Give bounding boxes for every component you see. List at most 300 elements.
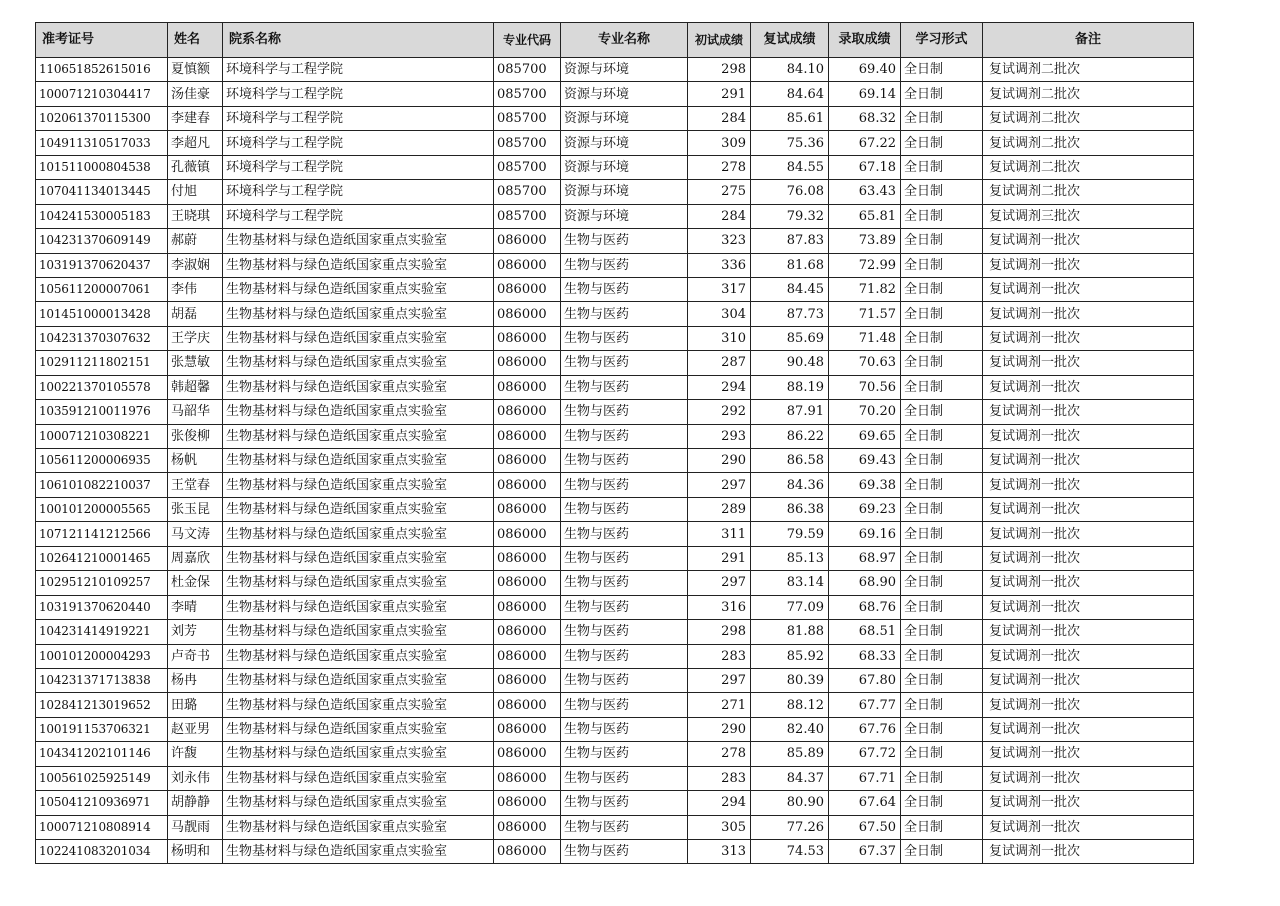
cell-name: 胡静静 [168, 791, 223, 815]
cell-department: 生物基材料与绿色造纸国家重点实验室 [223, 253, 494, 277]
cell-admission-score: 68.51 [829, 620, 901, 644]
cell-retest-score: 82.40 [751, 717, 829, 741]
cell-study-mode: 全日制 [901, 742, 983, 766]
cell-admission-score: 67.72 [829, 742, 901, 766]
cell-major-name: 生物与医药 [561, 229, 688, 253]
cell-admission-score: 69.43 [829, 449, 901, 473]
cell-study-mode: 全日制 [901, 253, 983, 277]
table-row [36, 668, 1194, 692]
cell-admission-score: 71.57 [829, 302, 901, 326]
cell-name: 卢奇书 [168, 644, 223, 668]
cell-remarks: 复试调剂二批次 [983, 155, 1194, 179]
cell-study-mode: 全日制 [901, 595, 983, 619]
table-row [36, 106, 1194, 130]
cell-remarks: 复试调剂二批次 [983, 106, 1194, 130]
cell-initial-score: 336 [688, 253, 751, 277]
cell-study-mode: 全日制 [901, 400, 983, 424]
cell-name: 王学庆 [168, 326, 223, 350]
cell-exam-id: 100191153706321 [36, 717, 168, 741]
cell-initial-score: 297 [688, 668, 751, 692]
cell-initial-score: 294 [688, 791, 751, 815]
cell-study-mode: 全日制 [901, 277, 983, 301]
cell-department: 生物基材料与绿色造纸国家重点实验室 [223, 449, 494, 473]
cell-exam-id: 105041210936971 [36, 791, 168, 815]
header-remarks: 备注 [983, 23, 1194, 58]
cell-study-mode: 全日制 [901, 375, 983, 399]
cell-initial-score: 283 [688, 644, 751, 668]
cell-name: 孔薇镇 [168, 155, 223, 179]
cell-study-mode: 全日制 [901, 82, 983, 106]
cell-exam-id: 104231370609149 [36, 229, 168, 253]
cell-admission-score: 72.99 [829, 253, 901, 277]
cell-name: 王堂春 [168, 473, 223, 497]
cell-study-mode: 全日制 [901, 693, 983, 717]
cell-department: 生物基材料与绿色造纸国家重点实验室 [223, 277, 494, 301]
cell-initial-score: 283 [688, 766, 751, 790]
cell-admission-score: 67.50 [829, 815, 901, 839]
cell-major-name: 资源与环境 [561, 58, 688, 82]
cell-admission-score: 67.64 [829, 791, 901, 815]
table-row [36, 546, 1194, 570]
cell-study-mode: 全日制 [901, 571, 983, 595]
cell-remarks: 复试调剂一批次 [983, 375, 1194, 399]
table-row [36, 791, 1194, 815]
cell-exam-id: 102951210109257 [36, 571, 168, 595]
cell-remarks: 复试调剂一批次 [983, 717, 1194, 741]
cell-major-name: 生物与医药 [561, 277, 688, 301]
cell-initial-score: 289 [688, 497, 751, 521]
cell-initial-score: 278 [688, 155, 751, 179]
cell-name: 杜金保 [168, 571, 223, 595]
cell-initial-score: 323 [688, 229, 751, 253]
cell-study-mode: 全日制 [901, 620, 983, 644]
cell-admission-score: 67.80 [829, 668, 901, 692]
cell-major-code: 086000 [494, 815, 561, 839]
cell-admission-score: 70.56 [829, 375, 901, 399]
cell-initial-score: 297 [688, 473, 751, 497]
cell-major-code: 085700 [494, 204, 561, 228]
cell-study-mode: 全日制 [901, 766, 983, 790]
cell-exam-id: 102641210001465 [36, 546, 168, 570]
cell-department: 生物基材料与绿色造纸国家重点实验室 [223, 668, 494, 692]
cell-initial-score: 309 [688, 131, 751, 155]
cell-study-mode: 全日制 [901, 449, 983, 473]
cell-study-mode: 全日制 [901, 791, 983, 815]
cell-major-name: 生物与医药 [561, 375, 688, 399]
cell-department: 环境科学与工程学院 [223, 180, 494, 204]
cell-study-mode: 全日制 [901, 180, 983, 204]
cell-study-mode: 全日制 [901, 717, 983, 741]
cell-major-name: 生物与医药 [561, 351, 688, 375]
table-row [36, 717, 1194, 741]
cell-admission-score: 69.65 [829, 424, 901, 448]
cell-department: 环境科学与工程学院 [223, 82, 494, 106]
cell-exam-id: 100221370105578 [36, 375, 168, 399]
cell-remarks: 复试调剂二批次 [983, 82, 1194, 106]
cell-major-name: 生物与医药 [561, 546, 688, 570]
table-row [36, 693, 1194, 717]
cell-initial-score: 298 [688, 620, 751, 644]
cell-major-code: 086000 [494, 742, 561, 766]
table-row [36, 473, 1194, 497]
cell-department: 生物基材料与绿色造纸国家重点实验室 [223, 571, 494, 595]
cell-study-mode: 全日制 [901, 424, 983, 448]
cell-admission-score: 65.81 [829, 204, 901, 228]
cell-major-name: 生物与医药 [561, 693, 688, 717]
cell-retest-score: 88.12 [751, 693, 829, 717]
cell-initial-score: 287 [688, 351, 751, 375]
cell-remarks: 复试调剂一批次 [983, 595, 1194, 619]
cell-department: 生物基材料与绿色造纸国家重点实验室 [223, 840, 494, 864]
cell-admission-score: 70.20 [829, 400, 901, 424]
cell-admission-score: 67.76 [829, 717, 901, 741]
cell-major-name: 生物与医药 [561, 400, 688, 424]
cell-exam-id: 100071210304417 [36, 82, 168, 106]
header-name: 姓名 [168, 23, 223, 58]
cell-retest-score: 75.36 [751, 131, 829, 155]
cell-retest-score: 85.61 [751, 106, 829, 130]
cell-study-mode: 全日制 [901, 668, 983, 692]
cell-name: 王晓琪 [168, 204, 223, 228]
cell-major-name: 生物与医药 [561, 302, 688, 326]
cell-study-mode: 全日制 [901, 204, 983, 228]
cell-initial-score: 298 [688, 58, 751, 82]
header-initial-score: 初试成绩 [688, 23, 751, 58]
cell-exam-id: 104231370307632 [36, 326, 168, 350]
cell-department: 环境科学与工程学院 [223, 58, 494, 82]
cell-exam-id: 100101200005565 [36, 497, 168, 521]
cell-exam-id: 100071210808914 [36, 815, 168, 839]
cell-major-name: 生物与医药 [561, 424, 688, 448]
cell-name: 许馥 [168, 742, 223, 766]
cell-admission-score: 67.37 [829, 840, 901, 864]
table-row [36, 229, 1194, 253]
cell-remarks: 复试调剂二批次 [983, 58, 1194, 82]
cell-major-name: 生物与医药 [561, 449, 688, 473]
cell-retest-score: 85.92 [751, 644, 829, 668]
cell-major-code: 086000 [494, 400, 561, 424]
cell-remarks: 复试调剂一批次 [983, 546, 1194, 570]
cell-department: 生物基材料与绿色造纸国家重点实验室 [223, 302, 494, 326]
cell-major-name: 资源与环境 [561, 106, 688, 130]
cell-remarks: 复试调剂一批次 [983, 497, 1194, 521]
cell-study-mode: 全日制 [901, 106, 983, 130]
cell-major-code: 086000 [494, 351, 561, 375]
cell-major-code: 085700 [494, 58, 561, 82]
cell-major-code: 085700 [494, 82, 561, 106]
table-row [36, 180, 1194, 204]
table-row [36, 571, 1194, 595]
cell-major-code: 086000 [494, 644, 561, 668]
table-header-row [36, 23, 1194, 58]
cell-name: 周嘉欣 [168, 546, 223, 570]
cell-exam-id: 103591210011976 [36, 400, 168, 424]
cell-name: 李伟 [168, 277, 223, 301]
cell-admission-score: 70.63 [829, 351, 901, 375]
cell-study-mode: 全日制 [901, 815, 983, 839]
cell-department: 生物基材料与绿色造纸国家重点实验室 [223, 815, 494, 839]
cell-major-name: 生物与医药 [561, 815, 688, 839]
table-body [36, 58, 1194, 864]
cell-initial-score: 304 [688, 302, 751, 326]
cell-retest-score: 86.38 [751, 497, 829, 521]
cell-retest-score: 81.68 [751, 253, 829, 277]
cell-department: 生物基材料与绿色造纸国家重点实验室 [223, 595, 494, 619]
cell-exam-id: 102241083201034 [36, 840, 168, 864]
table-row [36, 766, 1194, 790]
cell-study-mode: 全日制 [901, 302, 983, 326]
header-major-code: 专业代码 [494, 23, 561, 58]
cell-admission-score: 69.14 [829, 82, 901, 106]
cell-retest-score: 80.90 [751, 791, 829, 815]
cell-major-code: 086000 [494, 497, 561, 521]
cell-remarks: 复试调剂一批次 [983, 791, 1194, 815]
cell-admission-score: 67.18 [829, 155, 901, 179]
cell-department: 环境科学与工程学院 [223, 155, 494, 179]
cell-admission-score: 69.40 [829, 58, 901, 82]
cell-major-name: 生物与医药 [561, 522, 688, 546]
cell-remarks: 复试调剂二批次 [983, 180, 1194, 204]
cell-remarks: 复试调剂一批次 [983, 840, 1194, 864]
cell-initial-score: 290 [688, 717, 751, 741]
header-retest-score: 复试成绩 [751, 23, 829, 58]
cell-retest-score: 85.69 [751, 326, 829, 350]
cell-exam-id: 106101082210037 [36, 473, 168, 497]
cell-remarks: 复试调剂一批次 [983, 277, 1194, 301]
table-row [36, 840, 1194, 864]
cell-major-name: 生物与医药 [561, 620, 688, 644]
cell-exam-id: 100561025925149 [36, 766, 168, 790]
cell-exam-id: 104241530005183 [36, 204, 168, 228]
table-row [36, 58, 1194, 82]
admission-table [35, 22, 1194, 864]
cell-admission-score: 71.48 [829, 326, 901, 350]
cell-exam-id: 107121141212566 [36, 522, 168, 546]
cell-remarks: 复试调剂一批次 [983, 620, 1194, 644]
table-row [36, 522, 1194, 546]
cell-exam-id: 103191370620437 [36, 253, 168, 277]
cell-initial-score: 305 [688, 815, 751, 839]
cell-department: 环境科学与工程学院 [223, 106, 494, 130]
cell-remarks: 复试调剂一批次 [983, 522, 1194, 546]
cell-major-name: 生物与医药 [561, 742, 688, 766]
cell-remarks: 复试调剂一批次 [983, 668, 1194, 692]
cell-initial-score: 311 [688, 522, 751, 546]
cell-exam-id: 102061370115300 [36, 106, 168, 130]
cell-exam-id: 104911310517033 [36, 131, 168, 155]
cell-major-code: 086000 [494, 668, 561, 692]
cell-name: 田璐 [168, 693, 223, 717]
cell-name: 刘永伟 [168, 766, 223, 790]
table-row [36, 424, 1194, 448]
cell-name: 汤佳豪 [168, 82, 223, 106]
cell-admission-score: 68.32 [829, 106, 901, 130]
cell-department: 生物基材料与绿色造纸国家重点实验室 [223, 717, 494, 741]
cell-major-name: 资源与环境 [561, 131, 688, 155]
cell-major-code: 086000 [494, 326, 561, 350]
cell-initial-score: 297 [688, 571, 751, 595]
cell-major-name: 生物与医药 [561, 326, 688, 350]
cell-remarks: 复试调剂一批次 [983, 400, 1194, 424]
cell-name: 韩超馨 [168, 375, 223, 399]
cell-remarks: 复试调剂一批次 [983, 815, 1194, 839]
cell-initial-score: 271 [688, 693, 751, 717]
cell-major-name: 资源与环境 [561, 180, 688, 204]
cell-retest-score: 84.36 [751, 473, 829, 497]
cell-initial-score: 294 [688, 375, 751, 399]
table-row [36, 620, 1194, 644]
cell-major-code: 086000 [494, 595, 561, 619]
table-row [36, 595, 1194, 619]
cell-retest-score: 84.45 [751, 277, 829, 301]
cell-retest-score: 76.08 [751, 180, 829, 204]
cell-retest-score: 77.26 [751, 815, 829, 839]
cell-name: 郝蔚 [168, 229, 223, 253]
cell-remarks: 复试调剂三批次 [983, 204, 1194, 228]
cell-major-name: 资源与环境 [561, 204, 688, 228]
cell-major-code: 086000 [494, 449, 561, 473]
cell-major-code: 086000 [494, 546, 561, 570]
cell-department: 生物基材料与绿色造纸国家重点实验室 [223, 473, 494, 497]
cell-remarks: 复试调剂一批次 [983, 693, 1194, 717]
cell-department: 环境科学与工程学院 [223, 204, 494, 228]
cell-retest-score: 85.13 [751, 546, 829, 570]
table-row [36, 400, 1194, 424]
cell-admission-score: 67.71 [829, 766, 901, 790]
cell-name: 张玉昆 [168, 497, 223, 521]
cell-major-code: 086000 [494, 229, 561, 253]
cell-study-mode: 全日制 [901, 546, 983, 570]
cell-name: 马韶华 [168, 400, 223, 424]
cell-exam-id: 102841213019652 [36, 693, 168, 717]
cell-department: 环境科学与工程学院 [223, 131, 494, 155]
cell-retest-score: 81.88 [751, 620, 829, 644]
cell-retest-score: 84.10 [751, 58, 829, 82]
cell-major-name: 生物与医药 [561, 497, 688, 521]
cell-major-name: 生物与医药 [561, 253, 688, 277]
cell-major-name: 生物与医药 [561, 766, 688, 790]
cell-study-mode: 全日制 [901, 229, 983, 253]
cell-admission-score: 63.43 [829, 180, 901, 204]
cell-major-code: 086000 [494, 717, 561, 741]
cell-exam-id: 110651852615016 [36, 58, 168, 82]
cell-major-code: 086000 [494, 571, 561, 595]
cell-name: 杨帆 [168, 449, 223, 473]
cell-admission-score: 69.38 [829, 473, 901, 497]
cell-major-code: 086000 [494, 620, 561, 644]
cell-major-code: 086000 [494, 375, 561, 399]
cell-initial-score: 291 [688, 82, 751, 106]
cell-remarks: 复试调剂一批次 [983, 253, 1194, 277]
cell-remarks: 复试调剂一批次 [983, 302, 1194, 326]
cell-exam-id: 104341202101146 [36, 742, 168, 766]
cell-department: 生物基材料与绿色造纸国家重点实验室 [223, 620, 494, 644]
cell-retest-score: 87.91 [751, 400, 829, 424]
cell-name: 李建春 [168, 106, 223, 130]
cell-exam-id: 105611200007061 [36, 277, 168, 301]
cell-department: 生物基材料与绿色造纸国家重点实验室 [223, 400, 494, 424]
cell-exam-id: 105611200006935 [36, 449, 168, 473]
cell-admission-score: 68.33 [829, 644, 901, 668]
header-study-mode: 学习形式 [901, 23, 983, 58]
cell-retest-score: 85.89 [751, 742, 829, 766]
cell-exam-id: 101511000804538 [36, 155, 168, 179]
cell-admission-score: 67.22 [829, 131, 901, 155]
cell-remarks: 复试调剂一批次 [983, 424, 1194, 448]
cell-retest-score: 79.59 [751, 522, 829, 546]
cell-retest-score: 83.14 [751, 571, 829, 595]
cell-name: 马靓雨 [168, 815, 223, 839]
cell-name: 杨明和 [168, 840, 223, 864]
cell-remarks: 复试调剂一批次 [983, 449, 1194, 473]
cell-major-code: 086000 [494, 277, 561, 301]
cell-remarks: 复试调剂二批次 [983, 131, 1194, 155]
cell-name: 李淑娴 [168, 253, 223, 277]
cell-exam-id: 102911211802151 [36, 351, 168, 375]
cell-admission-score: 68.76 [829, 595, 901, 619]
cell-retest-score: 84.55 [751, 155, 829, 179]
cell-name: 刘芳 [168, 620, 223, 644]
cell-retest-score: 79.32 [751, 204, 829, 228]
cell-major-code: 086000 [494, 253, 561, 277]
cell-exam-id: 104231414919221 [36, 620, 168, 644]
table-row [36, 82, 1194, 106]
cell-major-name: 生物与医药 [561, 717, 688, 741]
table-row [36, 375, 1194, 399]
table-row [36, 204, 1194, 228]
cell-remarks: 复试调剂一批次 [983, 326, 1194, 350]
table-row [36, 131, 1194, 155]
cell-major-name: 资源与环境 [561, 82, 688, 106]
header-department: 院系名称 [223, 23, 494, 58]
cell-admission-score: 69.23 [829, 497, 901, 521]
cell-remarks: 复试调剂一批次 [983, 766, 1194, 790]
cell-study-mode: 全日制 [901, 351, 983, 375]
header-admission-score: 录取成绩 [829, 23, 901, 58]
cell-retest-score: 80.39 [751, 668, 829, 692]
cell-admission-score: 67.77 [829, 693, 901, 717]
cell-retest-score: 84.37 [751, 766, 829, 790]
cell-major-code: 085700 [494, 131, 561, 155]
table-row [36, 155, 1194, 179]
cell-initial-score: 284 [688, 204, 751, 228]
cell-major-name: 生物与医药 [561, 473, 688, 497]
cell-study-mode: 全日制 [901, 497, 983, 521]
cell-name: 张慧敏 [168, 351, 223, 375]
cell-remarks: 复试调剂一批次 [983, 473, 1194, 497]
cell-department: 生物基材料与绿色造纸国家重点实验室 [223, 522, 494, 546]
cell-initial-score: 316 [688, 595, 751, 619]
cell-remarks: 复试调剂一批次 [983, 229, 1194, 253]
table-row [36, 277, 1194, 301]
cell-initial-score: 275 [688, 180, 751, 204]
cell-major-name: 生物与医药 [561, 668, 688, 692]
cell-admission-score: 68.97 [829, 546, 901, 570]
cell-name: 李超凡 [168, 131, 223, 155]
cell-department: 生物基材料与绿色造纸国家重点实验室 [223, 375, 494, 399]
cell-retest-score: 88.19 [751, 375, 829, 399]
cell-retest-score: 87.83 [751, 229, 829, 253]
cell-exam-id: 100071210308221 [36, 424, 168, 448]
cell-initial-score: 293 [688, 424, 751, 448]
cell-study-mode: 全日制 [901, 155, 983, 179]
cell-major-code: 086000 [494, 840, 561, 864]
cell-department: 生物基材料与绿色造纸国家重点实验室 [223, 497, 494, 521]
cell-major-code: 086000 [494, 791, 561, 815]
cell-department: 生物基材料与绿色造纸国家重点实验室 [223, 424, 494, 448]
cell-initial-score: 292 [688, 400, 751, 424]
cell-admission-score: 68.90 [829, 571, 901, 595]
